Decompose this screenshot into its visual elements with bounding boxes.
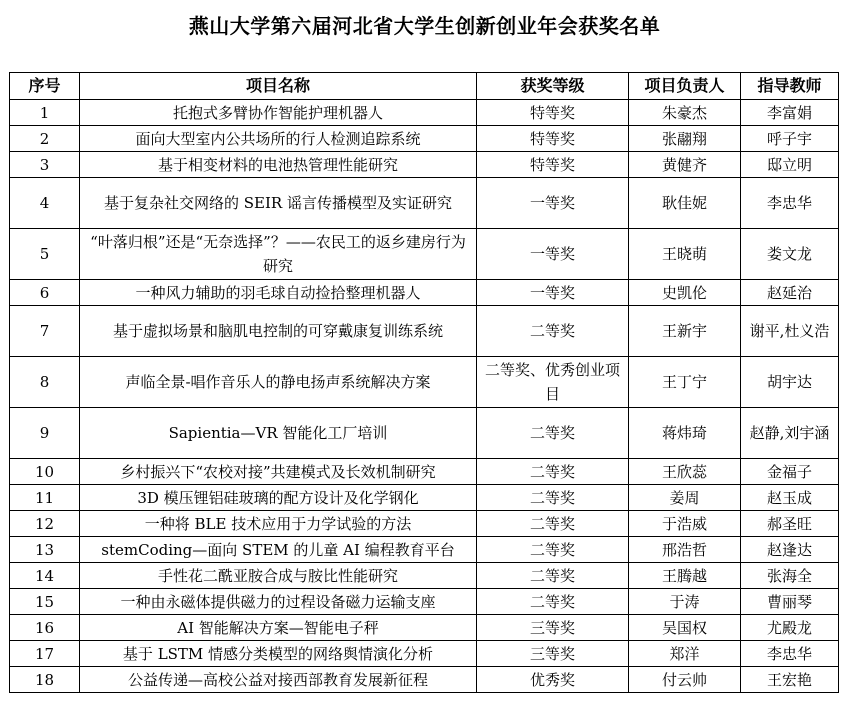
cell-index: 7 <box>10 306 80 357</box>
cell-advisor: 娄文龙 <box>741 229 839 280</box>
cell-leader: 郑洋 <box>629 641 741 667</box>
cell-award: 二等奖 <box>477 537 629 563</box>
cell-advisor: 郝圣旺 <box>741 511 839 537</box>
cell-award: 一等奖 <box>477 178 629 229</box>
cell-index: 6 <box>10 280 80 306</box>
header-project: 项目名称 <box>80 73 477 100</box>
cell-leader: 王腾越 <box>629 563 741 589</box>
cell-index: 3 <box>10 152 80 178</box>
cell-index: 15 <box>10 589 80 615</box>
cell-leader: 黄健齐 <box>629 152 741 178</box>
cell-advisor: 尤殿龙 <box>741 615 839 641</box>
table-row <box>10 615 839 641</box>
table-row <box>10 408 839 459</box>
cell-project: 基于复杂社交网络的 SEIR 谣言传播模型及实证研究 <box>80 178 477 229</box>
cell-advisor: 邸立明 <box>741 152 839 178</box>
cell-advisor: 赵静,刘宇涵 <box>741 408 839 459</box>
cell-project: 托抱式多臂协作智能护理机器人 <box>80 100 477 126</box>
cell-advisor: 赵延治 <box>741 280 839 306</box>
cell-project: 基于相变材料的电池热管理性能研究 <box>80 152 477 178</box>
cell-leader: 张翮翔 <box>629 126 741 152</box>
cell-award: 优秀奖 <box>477 667 629 693</box>
cell-project: 一种将 BLE 技术应用于力学试验的方法 <box>80 511 477 537</box>
table-row <box>10 306 839 357</box>
cell-award: 二等奖、优秀创业项目 <box>477 357 629 408</box>
cell-index: 13 <box>10 537 80 563</box>
cell-award: 三等奖 <box>477 641 629 667</box>
cell-leader: 于浩威 <box>629 511 741 537</box>
header-award: 获奖等级 <box>477 73 629 100</box>
cell-index: 1 <box>10 100 80 126</box>
cell-leader: 付云帅 <box>629 667 741 693</box>
cell-award: 二等奖 <box>477 459 629 485</box>
cell-advisor: 赵玉成 <box>741 485 839 511</box>
cell-index: 14 <box>10 563 80 589</box>
cell-award: 二等奖 <box>477 563 629 589</box>
cell-project: 声临全景-唱作音乐人的静电扬声系统解决方案 <box>80 357 477 408</box>
cell-award: 特等奖 <box>477 126 629 152</box>
cell-index: 17 <box>10 641 80 667</box>
cell-leader: 王欣蕊 <box>629 459 741 485</box>
cell-award: 特等奖 <box>477 100 629 126</box>
cell-leader: 邢浩哲 <box>629 537 741 563</box>
cell-project: 3D 模压锂铝硅玻璃的配方设计及化学钢化 <box>80 485 477 511</box>
cell-leader: 耿佳妮 <box>629 178 741 229</box>
table-row <box>10 667 839 693</box>
cell-advisor: 张海全 <box>741 563 839 589</box>
cell-index: 16 <box>10 615 80 641</box>
cell-project: 一种风力辅助的羽毛球自动捡拾整理机器人 <box>80 280 477 306</box>
header-index: 序号 <box>10 73 80 100</box>
cell-index: 5 <box>10 229 80 280</box>
cell-award: 二等奖 <box>477 589 629 615</box>
table-row <box>10 459 839 485</box>
awards-table <box>9 72 839 693</box>
table-row <box>10 178 839 229</box>
cell-project: 公益传递—高校公益对接西部教育发展新征程 <box>80 667 477 693</box>
cell-leader: 王丁宁 <box>629 357 741 408</box>
cell-index: 12 <box>10 511 80 537</box>
cell-advisor: 谢平,杜义浩 <box>741 306 839 357</box>
cell-project: 一种由永磁体提供磁力的过程设备磁力运输支座 <box>80 589 477 615</box>
table-row <box>10 152 839 178</box>
cell-leader: 史凯伦 <box>629 280 741 306</box>
cell-advisor: 胡宇达 <box>741 357 839 408</box>
header-leader: 项目负责人 <box>629 73 741 100</box>
cell-advisor: 曹丽琴 <box>741 589 839 615</box>
table-header-row <box>10 73 839 100</box>
cell-award: 二等奖 <box>477 306 629 357</box>
page-title: 燕山大学第六届河北省大学生创新创业年会获奖名单 <box>188 14 661 38</box>
cell-award: 特等奖 <box>477 152 629 178</box>
cell-index: 10 <box>10 459 80 485</box>
cell-leader: 于涛 <box>629 589 741 615</box>
cell-advisor: 赵逢达 <box>741 537 839 563</box>
cell-project: 面向大型室内公共场所的行人检测追踪系统 <box>80 126 477 152</box>
cell-leader: 王新宇 <box>629 306 741 357</box>
table-row <box>10 641 839 667</box>
cell-index: 8 <box>10 357 80 408</box>
table-row <box>10 100 839 126</box>
table-row <box>10 280 839 306</box>
cell-advisor: 李富娟 <box>741 100 839 126</box>
cell-award: 二等奖 <box>477 485 629 511</box>
table-row <box>10 126 839 152</box>
cell-project: Sapientia—VR 智能化工厂培训 <box>80 408 477 459</box>
cell-project: 基于 LSTM 情感分类模型的网络舆情演化分析 <box>80 641 477 667</box>
cell-index: 4 <box>10 178 80 229</box>
table-row <box>10 229 839 280</box>
cell-project: AI 智能解决方案—智能电子秤 <box>80 615 477 641</box>
cell-award: 一等奖 <box>477 229 629 280</box>
table-row <box>10 563 839 589</box>
cell-award: 二等奖 <box>477 408 629 459</box>
cell-advisor: 金福子 <box>741 459 839 485</box>
table-row <box>10 537 839 563</box>
cell-project: “叶落归根”还是“无奈选择”？——农民工的返乡建房行为研究 <box>80 229 477 280</box>
cell-leader: 王晓萌 <box>629 229 741 280</box>
cell-leader: 蒋炜琦 <box>629 408 741 459</box>
cell-leader: 朱豪杰 <box>629 100 741 126</box>
cell-project: 手性花二酰亚胺合成与胺比性能研究 <box>80 563 477 589</box>
cell-advisor: 李忠华 <box>741 178 839 229</box>
cell-index: 18 <box>10 667 80 693</box>
table-row <box>10 589 839 615</box>
table-row <box>10 511 839 537</box>
cell-project: 乡村振兴下“农校对接”共建模式及长效机制研究 <box>80 459 477 485</box>
cell-leader: 姜周 <box>629 485 741 511</box>
cell-project: 基于虚拟场景和脑肌电控制的可穿戴康复训练系统 <box>80 306 477 357</box>
cell-award: 一等奖 <box>477 280 629 306</box>
cell-award: 二等奖 <box>477 511 629 537</box>
cell-index: 11 <box>10 485 80 511</box>
cell-leader: 吴国权 <box>629 615 741 641</box>
cell-award: 三等奖 <box>477 615 629 641</box>
cell-index: 2 <box>10 126 80 152</box>
cell-advisor: 王宏艳 <box>741 667 839 693</box>
table-row <box>10 357 839 408</box>
cell-advisor: 呼子宇 <box>741 126 839 152</box>
cell-index: 9 <box>10 408 80 459</box>
cell-advisor: 李忠华 <box>741 641 839 667</box>
cell-project: stemCoding—面向 STEM 的儿童 AI 编程教育平台 <box>80 537 477 563</box>
header-advisor: 指导教师 <box>741 73 839 100</box>
table-row <box>10 485 839 511</box>
